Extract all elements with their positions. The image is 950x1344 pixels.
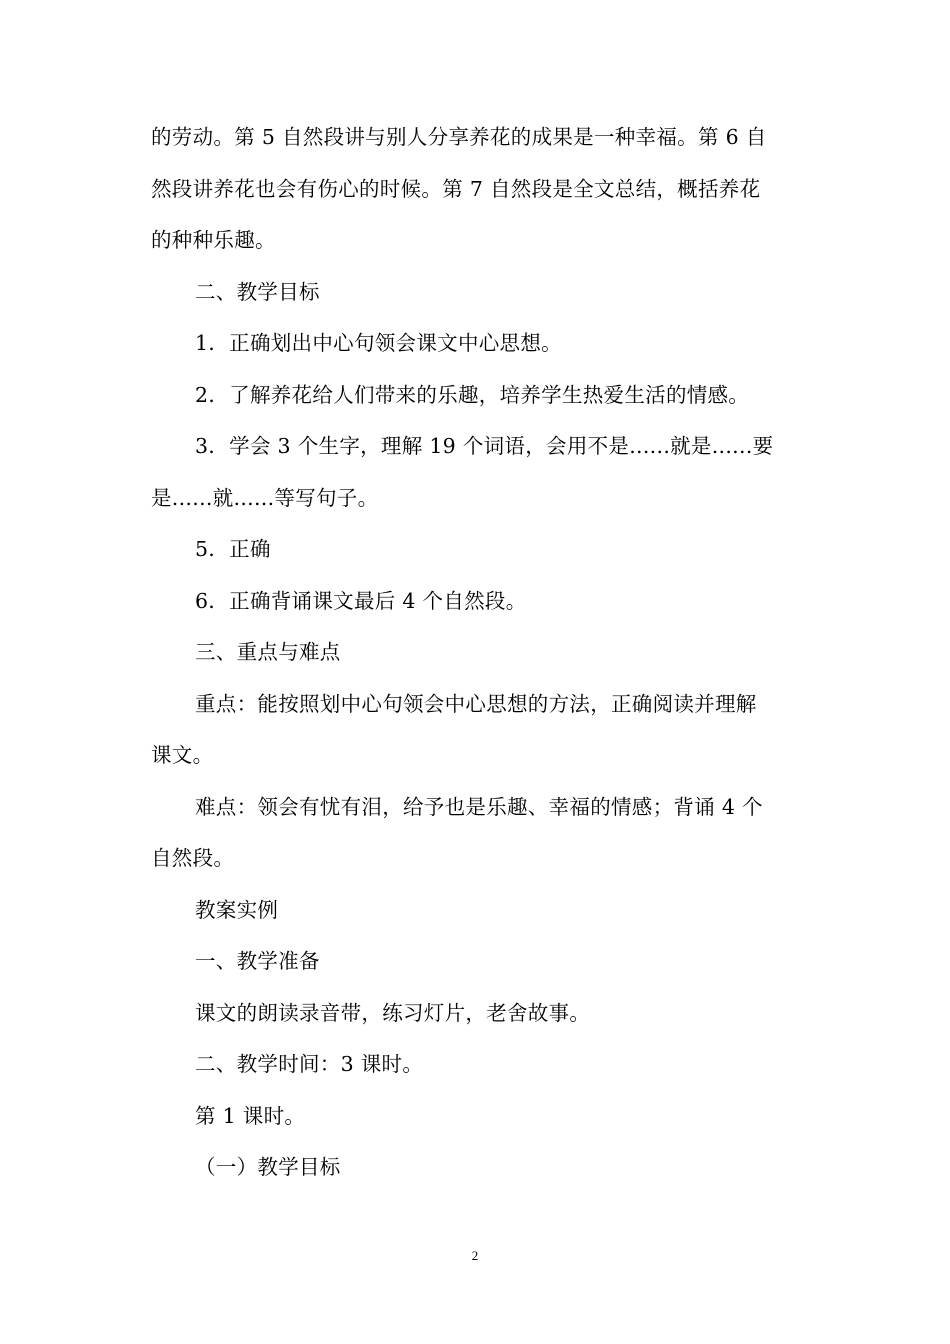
list-item: 6．正确背诵课文最后 4 个自然段。 — [195, 588, 527, 613]
text-line: 然段讲养花也会有伤心的时候。第 7 自然段是全文总结，概括养花 — [151, 176, 761, 201]
list-item: 2．了解养花给人们带来的乐趣，培养学生热爱生活的情感。 — [195, 382, 750, 407]
text-line: 课文。 — [151, 743, 214, 767]
text-line: 自然段。 — [151, 846, 235, 870]
list-item: 5．正确 — [195, 537, 271, 561]
text-line: 是......就......等写句子。 — [151, 485, 379, 510]
section-heading: 二、教学时间：3 课时。 — [195, 1052, 424, 1076]
list-item: 1．正确划出中心句领会课文中心思想。 — [195, 331, 562, 355]
page-number: 2 — [471, 1248, 479, 1263]
section-heading: 一、教学准备 — [195, 949, 320, 973]
section-heading: 教案实例 — [195, 897, 279, 922]
section-heading: 二、教学目标 — [195, 279, 320, 304]
section-heading: （一）教学目标 — [195, 1155, 341, 1179]
text-line: 难点：领会有忧有泪，给予也是乐趣、幸福的情感；背诵 4 个 — [195, 794, 763, 819]
text-line: 的种种乐趣。 — [151, 228, 276, 252]
text-line: 的劳动。第 5 自然段讲与别人分享养花的成果是一种幸福。第 6 自 — [151, 125, 767, 149]
text-line: 课文的朗读录音带，练习灯片，老舍故事。 — [195, 1000, 591, 1025]
list-item: 3．学会 3 个生字，理解 19 个词语，会用不是......就是......要 — [195, 434, 774, 458]
text-line: 第 1 课时。 — [195, 1103, 306, 1128]
section-heading: 三、重点与难点 — [195, 640, 341, 664]
document-body — [151, 112, 801, 1194]
text-line: 重点：能按照划中心句领会中心思想的方法，正确阅读并理解 — [195, 691, 757, 716]
